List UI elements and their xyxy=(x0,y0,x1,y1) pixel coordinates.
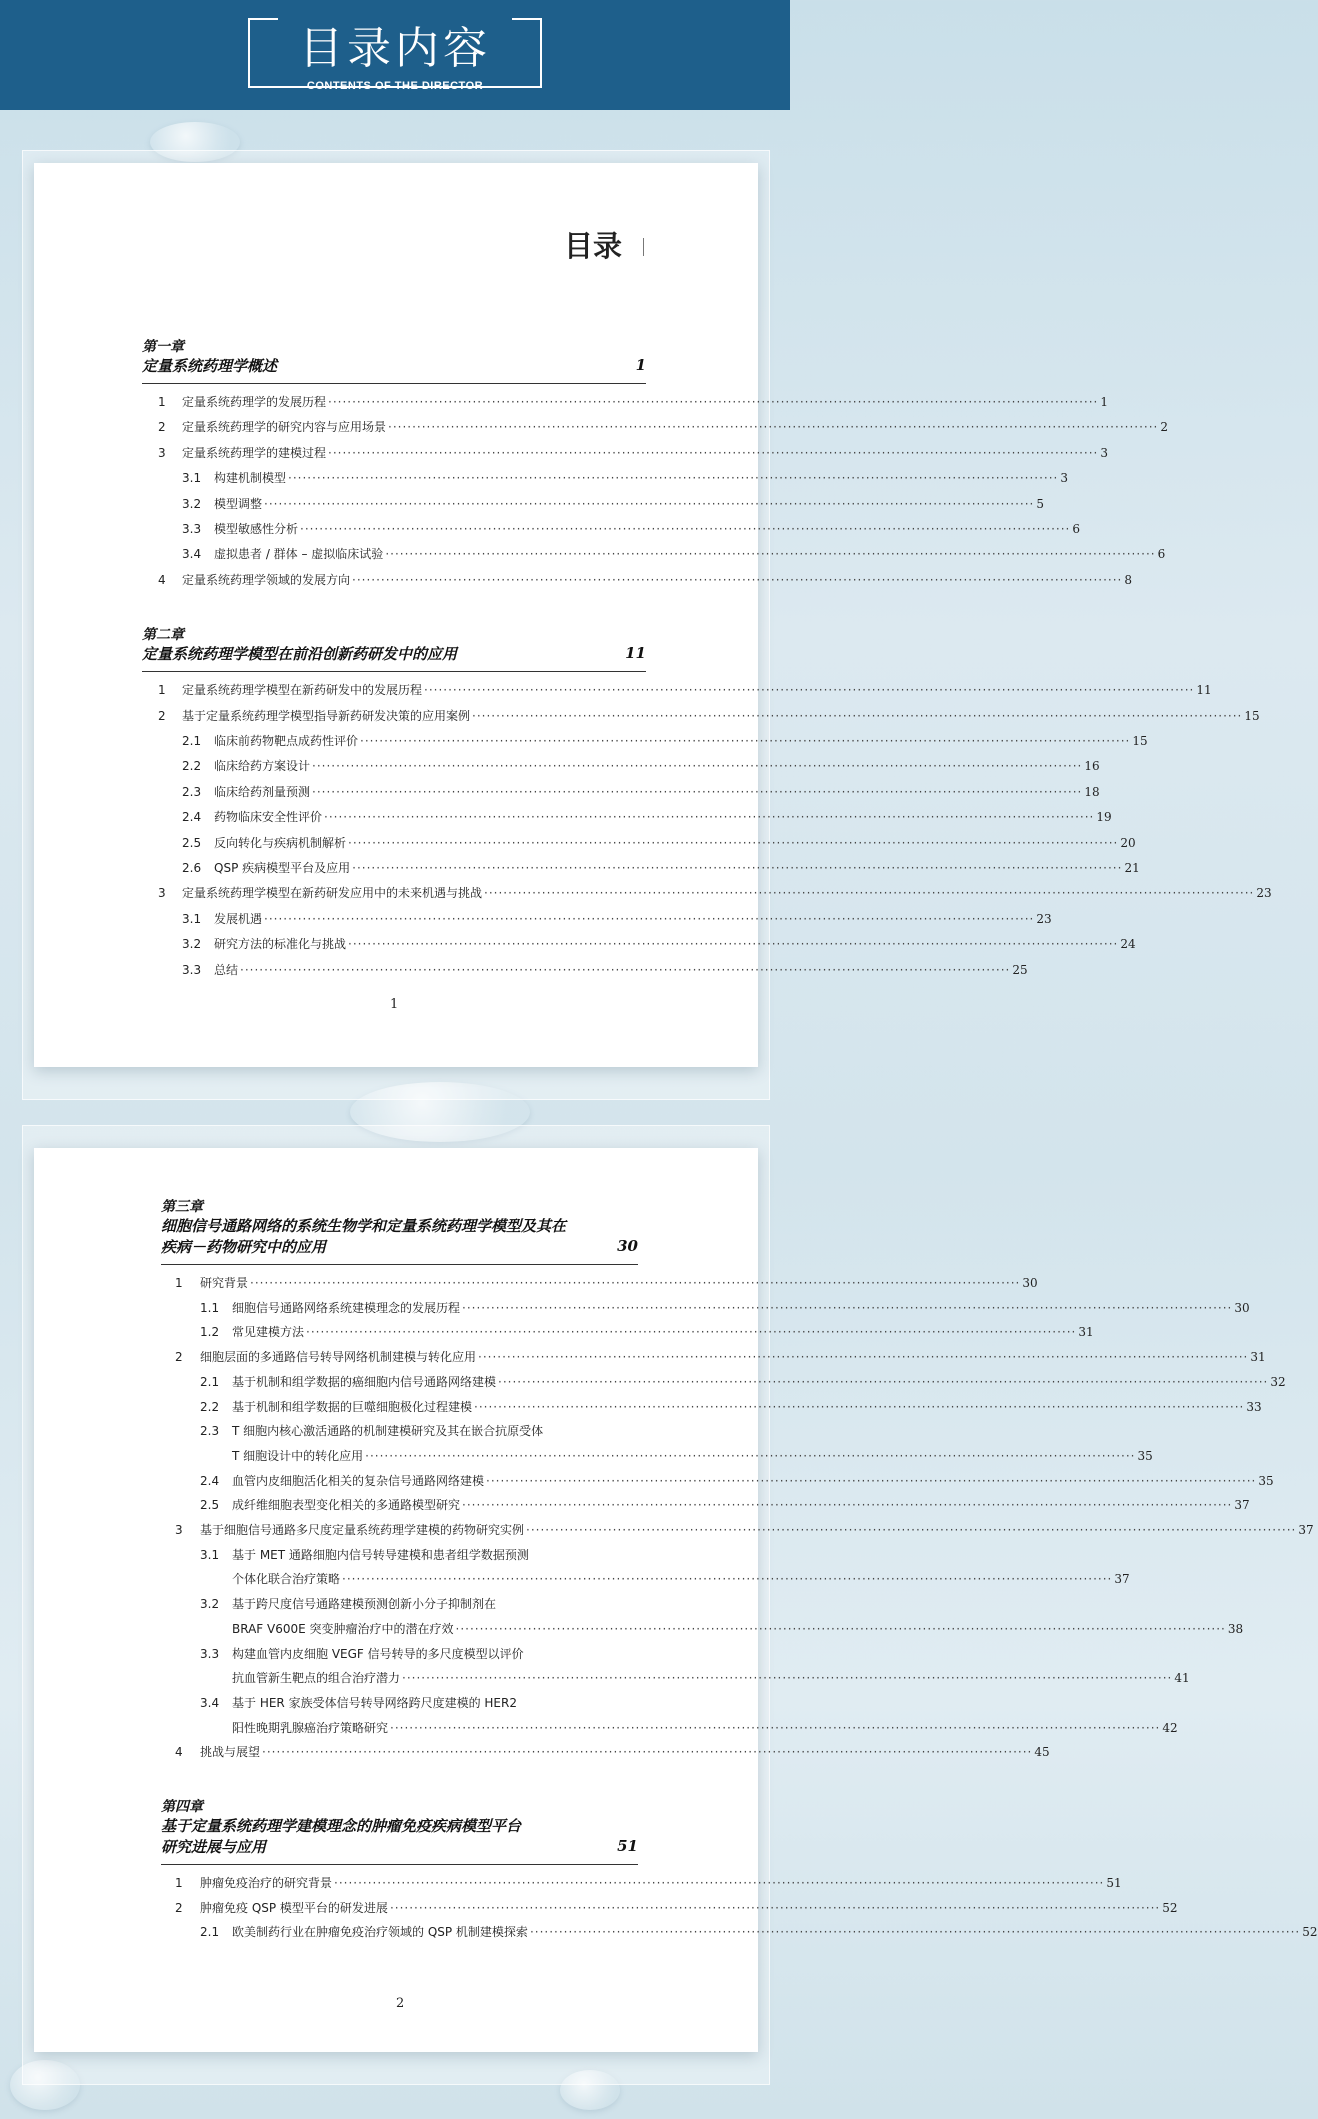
leader-dots xyxy=(498,1375,1268,1389)
leader-dots xyxy=(328,395,1098,409)
leader-dots xyxy=(365,1449,1135,1463)
entry-number: 1 xyxy=(175,1876,183,1890)
entry-number: 2.3 xyxy=(200,1424,220,1439)
entry-title: 构建血管内皮细胞 VEGF 信号转导的多尺度模型以评价 xyxy=(232,1646,524,1661)
entry-page-number: 23 xyxy=(1036,911,1052,926)
chapter-title: 研究进展与应用 xyxy=(161,1838,267,1856)
chapter-page-number: 1 xyxy=(635,356,646,374)
toc-entry[interactable] xyxy=(200,1923,1318,1940)
entry-number: 2 xyxy=(175,1900,183,1915)
toc-entry[interactable] xyxy=(200,1323,1094,1340)
entry-title: 临床给药方案设计 xyxy=(214,759,311,774)
entry-title: 药物临床安全性评价 xyxy=(214,810,323,825)
entry-title: T 细胞内核心激活通路的机制建模研究及其在嵌合抗原受体 xyxy=(232,1424,544,1439)
leader-dots xyxy=(348,937,1118,951)
toc-heading: 目录 xyxy=(564,229,623,263)
toc-entry[interactable] xyxy=(158,418,1168,435)
entry-number: 3.1 xyxy=(182,911,202,926)
entry-title: QSP 疾病模型平台及应用 xyxy=(214,861,351,875)
toc-entry[interactable] xyxy=(200,1645,638,1662)
toc-entry[interactable] xyxy=(175,1521,1314,1538)
page-number: 2 xyxy=(396,1996,405,2011)
entry-number: 3.4 xyxy=(182,547,202,562)
leader-dots xyxy=(402,1671,1172,1685)
leader-dots xyxy=(484,886,1254,900)
entry-title: 细胞层面的多通路信号转导网络机制建模与转化应用 xyxy=(200,1350,477,1365)
toc-entry[interactable] xyxy=(175,1274,1038,1291)
entry-page-number: 25 xyxy=(1012,962,1028,977)
entry-number: 2 xyxy=(158,708,166,723)
entry-number: 3 xyxy=(175,1523,183,1537)
entry-number: 2.1 xyxy=(182,734,202,748)
entry-number: 1.2 xyxy=(200,1325,220,1340)
toc-entry[interactable] xyxy=(200,1422,638,1439)
toc-entry[interactable] xyxy=(200,1546,638,1563)
entry-number: 4 xyxy=(158,572,166,587)
toc-entry[interactable] xyxy=(182,495,1044,512)
entry-number: 3.2 xyxy=(182,937,202,952)
leader-dots xyxy=(264,497,1034,511)
entry-page-number: 1 xyxy=(1100,395,1108,409)
entry-number: 2.4 xyxy=(182,810,202,825)
chapter-page-number: 11 xyxy=(625,644,646,663)
entry-page-number: 45 xyxy=(1034,1745,1050,1760)
entry-page-number: 30 xyxy=(1234,1300,1250,1315)
entry-title: 研究背景 xyxy=(200,1276,249,1290)
toc-entry[interactable] xyxy=(182,834,1136,851)
entry-title: 基于 HER 家族受体信号转导网络跨尺度建模的 HER2 xyxy=(232,1695,517,1710)
leader-dots xyxy=(388,420,1158,434)
entry-title: 抗血管新生靶点的组合治疗潜力 xyxy=(232,1671,401,1686)
entry-page-number: 32 xyxy=(1270,1374,1286,1389)
toc-entry[interactable] xyxy=(175,1899,1178,1916)
entry-title: 肿瘤免疫治疗的研究背景 xyxy=(200,1876,333,1890)
toc-entry[interactable] xyxy=(158,707,1260,724)
entry-page-number: 15 xyxy=(1132,734,1148,748)
leader-dots xyxy=(312,785,1082,799)
entry-title: 定量系统药理学的研究内容与应用场景 xyxy=(182,420,387,435)
entry-page-number: 24 xyxy=(1120,937,1136,952)
toc-entry[interactable] xyxy=(200,1472,1274,1489)
entry-title: 常见建模方法 xyxy=(232,1325,305,1340)
entry-page-number: 31 xyxy=(1250,1350,1266,1365)
entry-page-number: 37 xyxy=(1298,1523,1314,1537)
entry-number: 2.5 xyxy=(182,835,202,850)
leader-dots xyxy=(390,1721,1160,1735)
toc-entry[interactable] xyxy=(182,935,1136,952)
entry-number: 2 xyxy=(175,1350,183,1365)
entry-page-number: 52 xyxy=(1302,1925,1318,1940)
entry-title: BRAF V600E 突变肿瘤治疗中的潜在疗效 xyxy=(232,1621,454,1636)
entry-number: 3.2 xyxy=(200,1597,220,1612)
entry-number: 2.6 xyxy=(182,861,202,875)
entry-number: 2.1 xyxy=(200,1374,220,1389)
toc-entry[interactable] xyxy=(158,681,1212,698)
chapter-label: 第四章 xyxy=(161,1799,203,1815)
chapter-divider xyxy=(142,671,646,672)
leader-dots xyxy=(262,1745,1032,1759)
entry-page-number: 42 xyxy=(1162,1720,1178,1735)
leader-dots xyxy=(324,810,1094,824)
toc-entry[interactable] xyxy=(175,1348,1266,1365)
entry-page-number: 6 xyxy=(1157,547,1166,562)
leader-dots xyxy=(486,1474,1256,1488)
entry-page-number: 37 xyxy=(1234,1498,1250,1513)
chapter-label: 第三章 xyxy=(161,1199,203,1215)
entry-page-number: 15 xyxy=(1244,708,1260,723)
entry-title: 基于机制和组学数据的癌细胞内信号通路网络建模 xyxy=(232,1374,497,1389)
entry-page-number: 38 xyxy=(1227,1621,1244,1636)
entry-title: 临床给药剂量预测 xyxy=(214,784,311,799)
entry-page-number: 31 xyxy=(1078,1325,1094,1340)
entry-title: 血管内皮细胞活化相关的复杂信号通路网络建模 xyxy=(232,1473,485,1488)
leader-dots xyxy=(472,709,1242,723)
chapter-title: 定量系统药理学概述 xyxy=(142,357,278,375)
leader-dots xyxy=(424,683,1194,697)
toc-entry[interactable] xyxy=(175,1874,1122,1891)
toc-entry[interactable] xyxy=(200,1299,1250,1316)
entry-page-number: 41 xyxy=(1174,1671,1190,1686)
entry-page-number: 3 xyxy=(1060,471,1068,486)
entry-number: 3.3 xyxy=(182,962,202,977)
entry-page-number: 2 xyxy=(1160,420,1168,435)
chapter-title: 疾病－药物研究中的应用 xyxy=(161,1238,327,1256)
entry-number: 2.2 xyxy=(182,759,202,774)
entry-page-number: 30 xyxy=(1022,1276,1038,1290)
entry-number: 3.3 xyxy=(200,1646,220,1661)
leader-dots xyxy=(328,446,1098,460)
entry-page-number: 35 xyxy=(1258,1473,1274,1488)
entry-number: 3.1 xyxy=(182,471,202,486)
entry-page-number: 11 xyxy=(1196,683,1212,698)
leader-dots xyxy=(334,1876,1104,1890)
heading-bar xyxy=(643,238,644,256)
toc-entry[interactable] xyxy=(200,1669,1190,1686)
entry-title: 构建机制模型 xyxy=(214,471,287,486)
entry-number: 1 xyxy=(175,1276,183,1290)
chapter-divider xyxy=(142,383,646,384)
leader-dots xyxy=(530,1925,1300,1939)
toc-entry[interactable] xyxy=(200,1373,1286,1390)
banner-title: 目录内容 xyxy=(299,23,491,74)
entry-number: 3.2 xyxy=(182,496,202,511)
entry-number: 2.3 xyxy=(182,784,202,799)
entry-title: 基于 MET 通路细胞内信号转导建模和患者组学数据预测 xyxy=(232,1547,529,1562)
entry-title: 总结 xyxy=(214,962,239,977)
entry-title: 基于机制和组学数据的巨噬细胞极化过程建模 xyxy=(232,1399,473,1414)
entry-number: 3 xyxy=(158,886,166,901)
entry-page-number: 20 xyxy=(1120,835,1136,850)
entry-title: 定量系统药理学的建模过程 xyxy=(182,445,327,460)
entry-number: 3 xyxy=(158,445,166,460)
entry-title: 发展机遇 xyxy=(214,911,263,926)
entry-number: 2 xyxy=(158,420,166,435)
entry-title: 挑战与展望 xyxy=(200,1745,261,1760)
entry-title: 模型敏感性分析 xyxy=(214,522,299,536)
toc-entry[interactable] xyxy=(175,1743,1050,1760)
toc-entry[interactable] xyxy=(200,1719,1178,1736)
leader-dots xyxy=(352,861,1122,875)
toc-entry[interactable] xyxy=(200,1595,638,1612)
toc-page-2 xyxy=(34,1148,1318,2052)
entry-title: 定量系统药理学的发展历程 xyxy=(182,395,327,409)
toc-entry[interactable] xyxy=(182,545,1166,562)
toc-entry[interactable] xyxy=(200,1447,1153,1464)
entry-number: 2.2 xyxy=(200,1399,220,1414)
entry-number: 2.5 xyxy=(200,1498,220,1513)
leader-dots xyxy=(474,1400,1244,1414)
toc-entry[interactable] xyxy=(182,469,1068,486)
entry-title: 基于细胞信号通路多尺度定量系统药理学建模的药物研究实例 xyxy=(200,1523,525,1537)
chapter-page-number: 30 xyxy=(617,1237,638,1255)
entry-title: 研究方法的标准化与挑战 xyxy=(214,937,347,952)
entry-page-number: 37 xyxy=(1114,1572,1130,1587)
entry-page-number: 33 xyxy=(1246,1399,1262,1414)
leader-dots xyxy=(250,1276,1020,1290)
entry-page-number: 3 xyxy=(1100,445,1108,460)
leader-dots xyxy=(462,1498,1232,1512)
leader-dots xyxy=(478,1350,1248,1364)
toc-entry[interactable] xyxy=(182,910,1052,927)
toc-entry[interactable] xyxy=(182,783,1100,800)
toc-entry[interactable] xyxy=(200,1398,1262,1415)
toc-entry[interactable] xyxy=(158,444,1108,461)
entry-number: 2.4 xyxy=(200,1473,220,1488)
entry-page-number: 19 xyxy=(1096,810,1112,825)
leader-dots xyxy=(240,963,1010,977)
entry-title: 虚拟患者 / 群体 – 虚拟临床试验 xyxy=(214,547,384,562)
toc-entry[interactable] xyxy=(158,571,1132,588)
chapter-title: 定量系统药理学模型在前沿创新药研发中的应用 xyxy=(142,645,458,664)
entry-title: 定量系统药理学领域的发展方向 xyxy=(182,572,351,587)
banner-subtitle: CONTENTS OF THE DIRECTOR xyxy=(306,80,484,92)
leader-dots xyxy=(348,836,1118,850)
entry-title: 阳性晚期乳腺癌治疗策略研究 xyxy=(232,1720,389,1735)
leader-dots xyxy=(456,1622,1226,1636)
toc-entry[interactable] xyxy=(158,393,1108,410)
entry-number: 1 xyxy=(158,683,166,698)
entry-page-number: 21 xyxy=(1124,861,1140,875)
entry-number: 1.1 xyxy=(200,1300,220,1315)
toc-entry[interactable] xyxy=(200,1620,1244,1637)
leader-dots xyxy=(526,1523,1296,1537)
leader-dots xyxy=(390,1901,1160,1915)
toc-entry[interactable] xyxy=(200,1496,1250,1513)
entry-title: 定量系统药理学模型在新药研发中的发展历程 xyxy=(182,683,423,698)
leader-dots xyxy=(300,522,1070,536)
entry-page-number: 51 xyxy=(1106,1876,1122,1890)
toc-entry[interactable] xyxy=(182,859,1140,876)
entry-page-number: 16 xyxy=(1084,759,1100,774)
header-banner xyxy=(0,0,790,110)
entry-number: 1 xyxy=(158,395,166,409)
entry-page-number: 35 xyxy=(1137,1448,1153,1463)
entry-title: 欧美制药行业在肿瘤免疫治疗领域的 QSP 机制建模探索 xyxy=(232,1925,528,1940)
entry-title: 定量系统药理学模型在新药研发应用中的未来机遇与挑战 xyxy=(182,886,483,901)
chapter-page-number: 51 xyxy=(617,1837,638,1855)
entry-title: 个体化联合治疗策略 xyxy=(232,1572,341,1587)
leader-dots xyxy=(288,471,1058,485)
toc-entry[interactable] xyxy=(182,961,1028,978)
entry-number: 3.3 xyxy=(182,522,202,536)
entry-title: 肿瘤免疫 QSP 模型平台的研发进展 xyxy=(200,1900,388,1915)
chapter-divider xyxy=(161,1864,638,1865)
entry-page-number: 52 xyxy=(1162,1900,1178,1915)
leader-dots xyxy=(342,1572,1112,1586)
entry-number: 3.4 xyxy=(200,1695,220,1710)
entry-number: 2.1 xyxy=(200,1925,220,1940)
entry-title: 细胞信号通路网络系统建模理念的发展历程 xyxy=(232,1300,461,1315)
entry-title: 模型调整 xyxy=(214,496,263,511)
entry-title: 基于定量系统药理学模型指导新药研发决策的应用案例 xyxy=(182,708,471,723)
entry-title: 临床前药物靶点成药性评价 xyxy=(214,734,359,748)
toc-entry[interactable] xyxy=(182,808,1112,825)
chapter-divider xyxy=(161,1264,638,1265)
toc-entry[interactable] xyxy=(182,732,1148,749)
chapter-label: 第一章 xyxy=(142,339,184,355)
entry-page-number: 23 xyxy=(1256,886,1272,901)
toc-entry[interactable] xyxy=(200,1570,1130,1587)
entry-page-number: 6 xyxy=(1072,522,1080,536)
leader-dots xyxy=(306,1325,1076,1339)
toc-entry[interactable] xyxy=(158,884,1272,901)
entry-title: 反向转化与疾病机制解析 xyxy=(214,835,347,850)
chapter-title: 细胞信号通路网络的系统生物学和定量系统药理学模型及其在 xyxy=(161,1217,567,1235)
leader-dots xyxy=(312,759,1082,773)
entry-page-number: 8 xyxy=(1124,572,1132,587)
leader-dots xyxy=(462,1301,1232,1315)
toc-entry[interactable] xyxy=(182,757,1100,774)
entry-page-number: 18 xyxy=(1084,784,1100,799)
chapter-label: 第二章 xyxy=(142,627,184,644)
entry-title: 基于跨尺度信号通路建模预测创新小分子抑制剂在 xyxy=(232,1597,497,1612)
leader-dots xyxy=(385,547,1155,561)
entry-title: 成纤维细胞表型变化相关的多通路模型研究 xyxy=(232,1498,461,1513)
entry-title: T 细胞设计中的转化应用 xyxy=(232,1448,364,1463)
leader-dots xyxy=(352,573,1122,587)
entry-number: 3.1 xyxy=(200,1547,220,1562)
leader-dots xyxy=(360,734,1130,748)
toc-entry[interactable] xyxy=(200,1694,638,1711)
banner-frame xyxy=(248,18,542,88)
entry-page-number: 5 xyxy=(1036,496,1044,511)
leader-dots xyxy=(264,912,1034,926)
toc-entry[interactable] xyxy=(182,520,1080,537)
chapter-title: 基于定量系统药理学建模理念的肿瘤免疫疾病模型平台 xyxy=(161,1817,522,1835)
toc-page-1 xyxy=(34,163,1272,1067)
entry-number: 4 xyxy=(175,1745,183,1760)
page-number: 1 xyxy=(390,997,399,1012)
